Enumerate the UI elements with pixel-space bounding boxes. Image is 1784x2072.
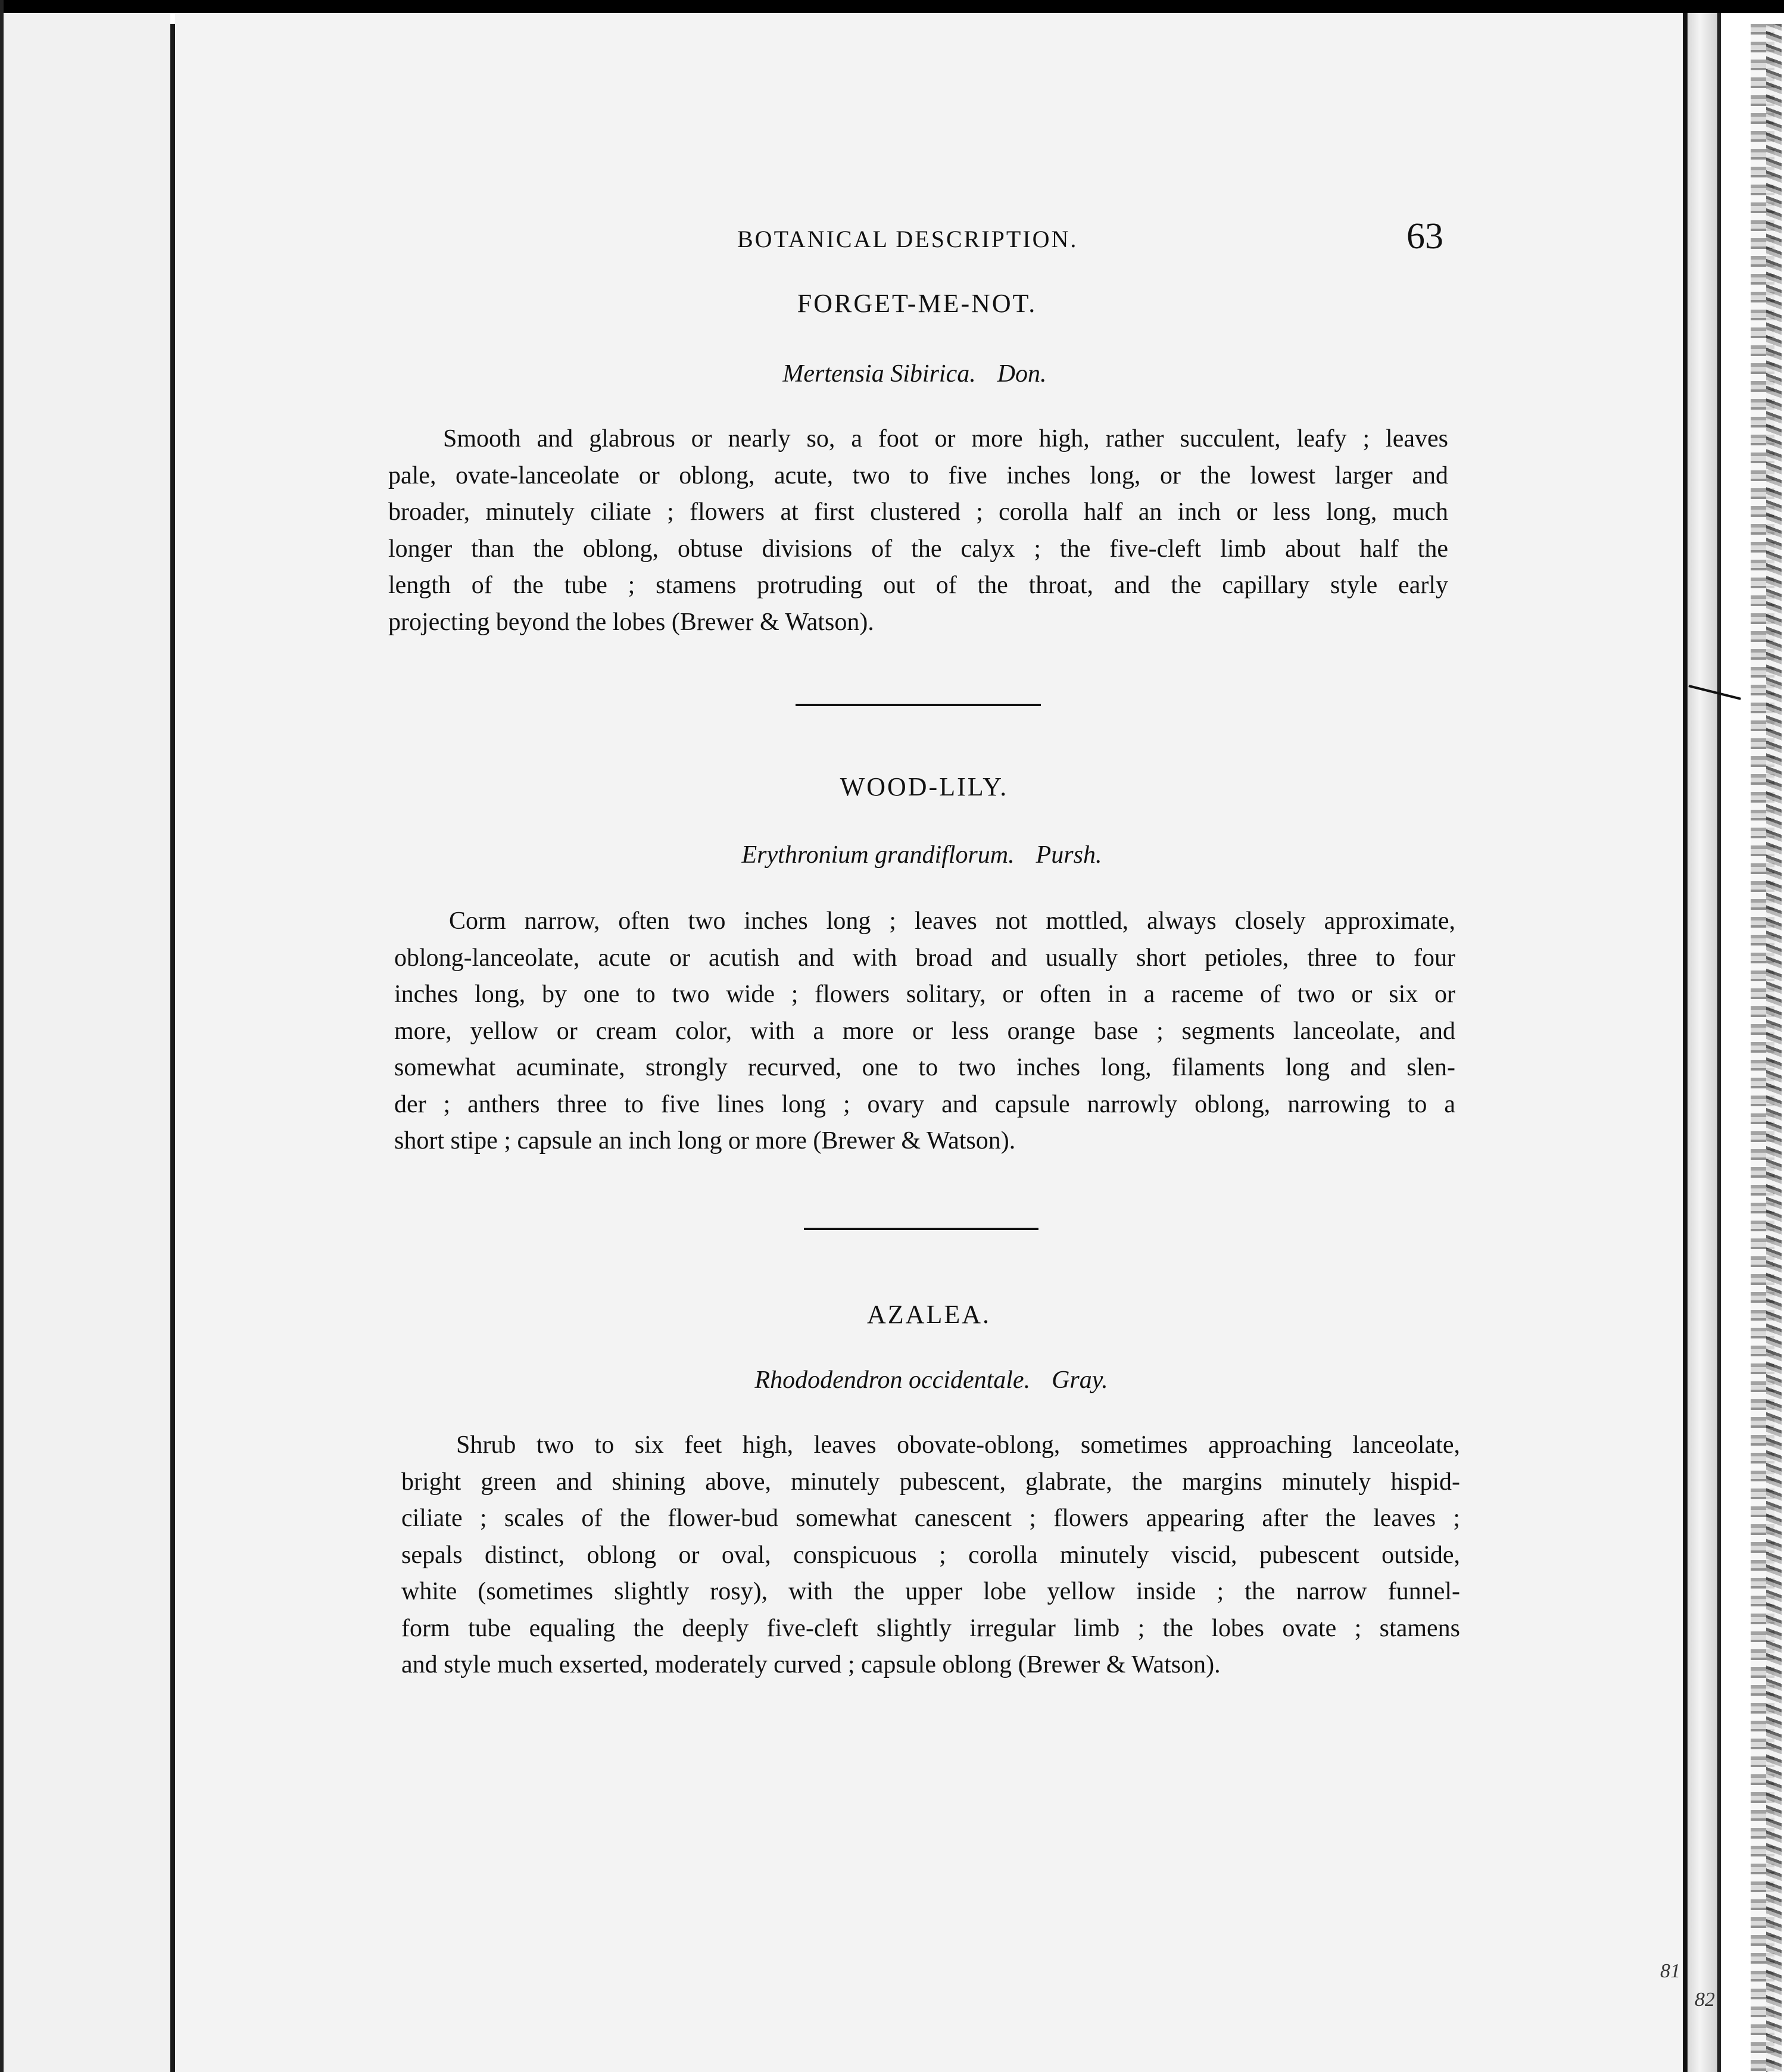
page-number: 63 — [1406, 216, 1443, 257]
marbled-cover-texture — [1766, 24, 1782, 2072]
latin-name: Erythronium grandiflorum. — [741, 841, 1015, 869]
text-line: and style much exserted, moderately curved ; capsule oblong (Brewer & Watson). — [401, 1651, 1221, 1678]
authority: Pursh. — [1036, 841, 1102, 869]
entry-description — [394, 903, 1455, 1160]
latin-name: Rhododendron occidentale. — [754, 1366, 1031, 1394]
text-line: length of the tube ; stamens protruding out of the throat, and the capillary style early — [388, 572, 1448, 599]
text-line: short stipe ; capsule an inch long or more (Brewer & Watson). — [394, 1127, 1016, 1154]
running-head: BOTANICAL DESCRIPTION. — [737, 226, 1078, 252]
text-line: sepals distinct, oblong or oval, conspicuous ; corolla minutely viscid, pubescent outside, — [401, 1541, 1460, 1569]
text-line: projecting beyond the lobes (Brewer & Watson). — [388, 608, 874, 636]
text-line: der ; anthers three to five lines long ; ovary and capsule narrowly oblong, narrowing to a — [394, 1090, 1455, 1118]
margin-note: 82 — [1695, 1989, 1715, 2011]
text-line: longer than the oblong, obtuse divisions of the calyx ; the five-cleft limb about half the — [388, 535, 1448, 563]
entry-latin-name — [754, 1366, 1108, 1394]
latin-name: Mertensia Sibirica. — [782, 360, 976, 388]
text-line: Shrub two to six feet high, leaves obovate-oblong, sometimes approaching lanceolate, — [456, 1431, 1460, 1459]
entry-latin-name — [742, 841, 1102, 869]
text-line: bright green and shining above, minutely pubescent, glabrate, the margins minutely hispid- — [401, 1468, 1460, 1496]
entry-title: WOOD-LILY. — [840, 772, 1009, 801]
entry-description — [388, 421, 1448, 641]
text-line: broader, minutely ciliate ; flowers at first clustered ; corolla half an inch or less long, much — [388, 498, 1448, 526]
page-edge-band — [1688, 13, 1718, 2072]
book-spine-line — [170, 24, 175, 2072]
section-divider — [804, 1228, 1038, 1230]
page-edge-line — [1717, 13, 1721, 2072]
text-line: Smooth and glabrous or nearly so, a foot or more high, rather succulent, leafy ; leaves — [443, 425, 1448, 453]
scan-border-left — [0, 0, 4, 2072]
section-divider — [796, 704, 1041, 706]
text-line: somewhat acuminate, strongly recurved, one to two inches long, filaments long and slen- — [394, 1054, 1455, 1081]
entry-latin-name — [782, 360, 1046, 388]
text-line: oblong-lanceolate, acute or acutish and with broad and usually short petioles, three to four — [394, 944, 1455, 972]
entry-title: FORGET-ME-NOT. — [797, 289, 1037, 318]
text-line: pale, ovate-lanceolate or oblong, acute, two to five inches long, or the lowest larger and — [388, 461, 1448, 489]
text-line: ciliate ; scales of the flower-bud somewhat canescent ; flowers appearing after the leaves ; — [401, 1505, 1460, 1532]
scan-border-top — [0, 0, 1784, 13]
facing-page-edge — [4, 13, 170, 2072]
text-line: white (sometimes slightly rosy), with the upper lobe yellow inside ; the narrow funnel- — [401, 1578, 1460, 1605]
text-line: inches long, by one to two wide ; flowers solitary, or often in a raceme of two or six or — [394, 981, 1455, 1008]
margin-note: 81 — [1660, 1960, 1680, 1982]
text-line: more, yellow or cream color, with a more or less orange base ; segments lanceolate, and — [394, 1017, 1455, 1045]
authority: Gray. — [1052, 1366, 1108, 1394]
authority: Don. — [997, 360, 1047, 388]
entry-title: AZALEA. — [867, 1300, 991, 1329]
entry-description — [401, 1427, 1460, 1684]
text-line: form tube equaling the deeply five-cleft slightly irregular limb ; the lobes ovate ; stamens — [401, 1614, 1460, 1642]
page-edge-line — [1683, 13, 1688, 2072]
text-line: Corm narrow, often two inches long ; leaves not mottled, always closely approximate, — [449, 907, 1455, 935]
